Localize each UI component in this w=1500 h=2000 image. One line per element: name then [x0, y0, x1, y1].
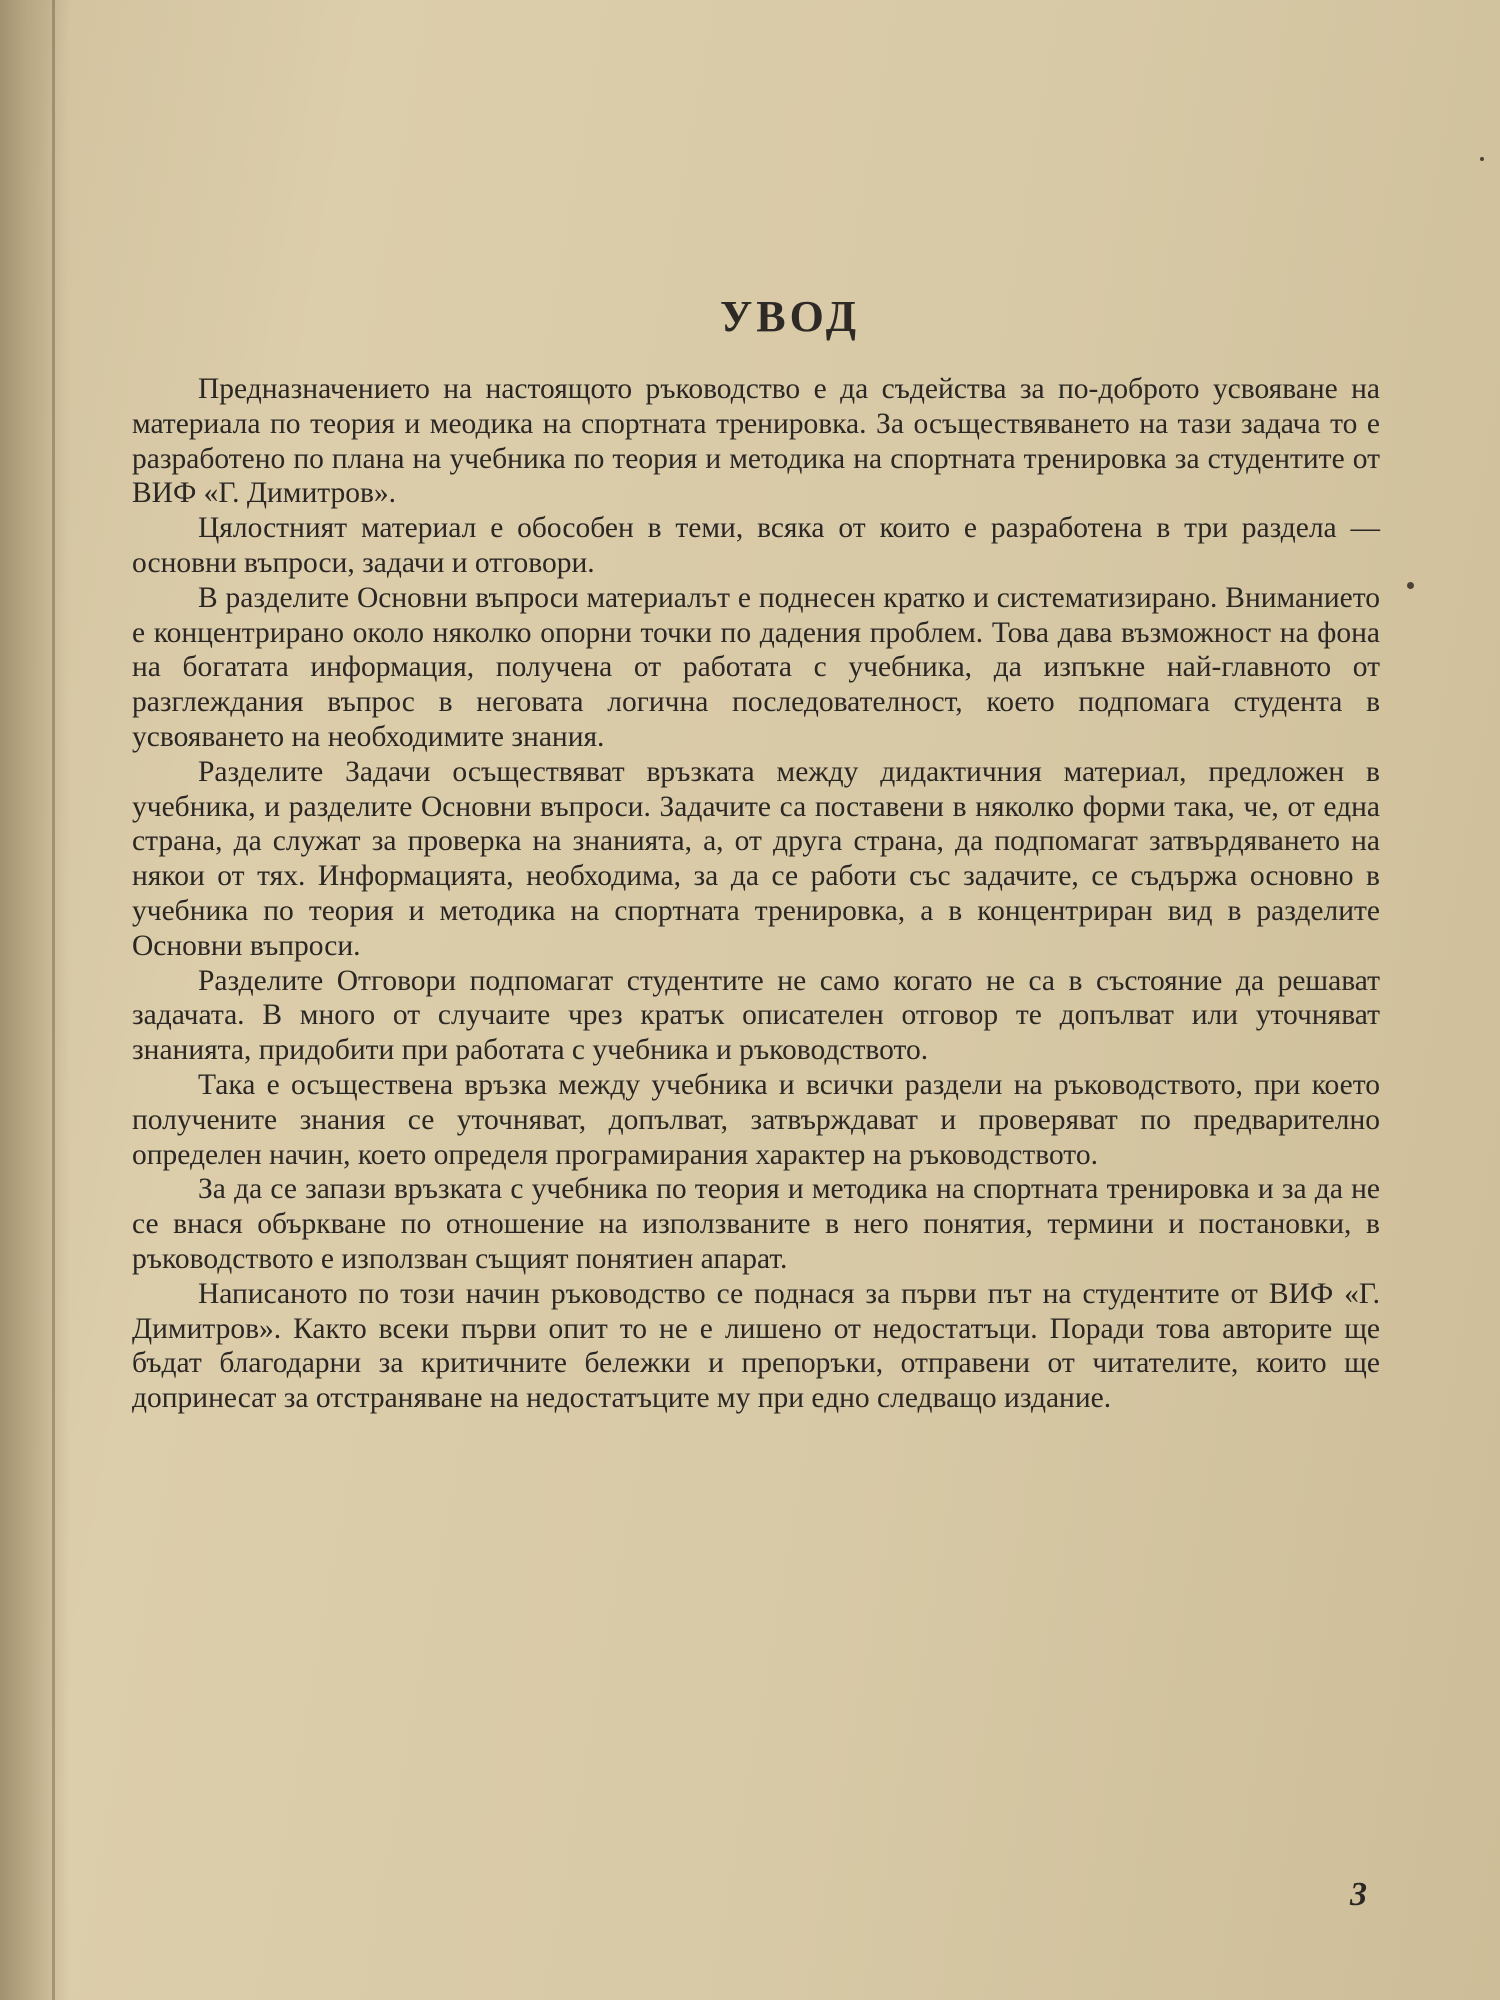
- paragraph: Разделите Отговори подпомагат студентите не само когато не са в състояние да решават задачата. В много от случаите чрез кратък описателен отговор те допълват или уточняват знанията, придобити при работата с учебника и ръководството.: [132, 964, 1380, 1067]
- paragraph: В разделите Основни въпроси материалът е поднесен кратко и систематизирано. Вниманието е концентрирано около няколко опорни точки по дадения проблем. Това дава възможност на фона на богатата информация, получена от работата с учебника, да изпъкне най-главното от разглеждания въпрос в неговата логична последователност, което подпомага студента в усвояването на необходимите знания.: [132, 581, 1380, 753]
- paragraph: Разделите Задачи осъществяват връзката между дидактичния материал, предложен в учебника, и разделите Основни въпроси. Задачите са поставени в няколко форми така, че, от една страна, да служат за проверка на знанията, а, от друга страна, да подпомагат затвърдяването на някои от тях. Информацията, необходима, за да се работи със задачите, се съдържа основно в учебника по теория и методика на спортната тренировка, а в концентриран вид в разделите Основни въпроси.: [132, 755, 1380, 962]
- paper-speck: [1480, 157, 1484, 161]
- page-title: УВОД: [720, 292, 860, 342]
- paragraph: За да се запази връзката с учебника по теория и методика на спортната тренировка и за да не се внася объркване по отношение на използваните в него понятия, термини и постановки, в ръководството е използван същият понятиен апарат.: [132, 1173, 1380, 1275]
- paragraph: Цялостният материал е обособен в теми, всяка от които е разработена в три раздела — основни въпроси, задачи и отговори.: [132, 512, 1380, 579]
- body-text: [132, 372, 1380, 1416]
- paper-speck: [1407, 582, 1414, 589]
- page-number: 3: [1350, 1876, 1367, 1913]
- paragraph: Написаното по този начин ръководство се поднася за първи път на студентите от ВИФ «Г. Димитров». Както всеки първи опит то не е лишено от недостатъци. Поради това авторите ще бъдат благодарни за критичните бележки и препоръки, отправени от читателите, които ще допринесат за отстраняване на недостатъците му при едно следващо издание.: [132, 1277, 1380, 1415]
- paragraph: Предназначението на настоящото ръководство е да съдейства за по-доброто усвояване на материала по теория и меодика на спортната тренировка. За осъществяването на тази задача то е разработено по плана на учебника по теория и методика на спортната тренировка за студентите от ВИФ «Г. Димитров».: [132, 373, 1380, 510]
- paragraph: Така е осъществена връзка между учебника и всички раздели на ръководството, при което получените знания се уточняват, допълват, затвърждават и проверяват по предварително определен начин, което определя програмирания характер на ръководството.: [132, 1068, 1380, 1171]
